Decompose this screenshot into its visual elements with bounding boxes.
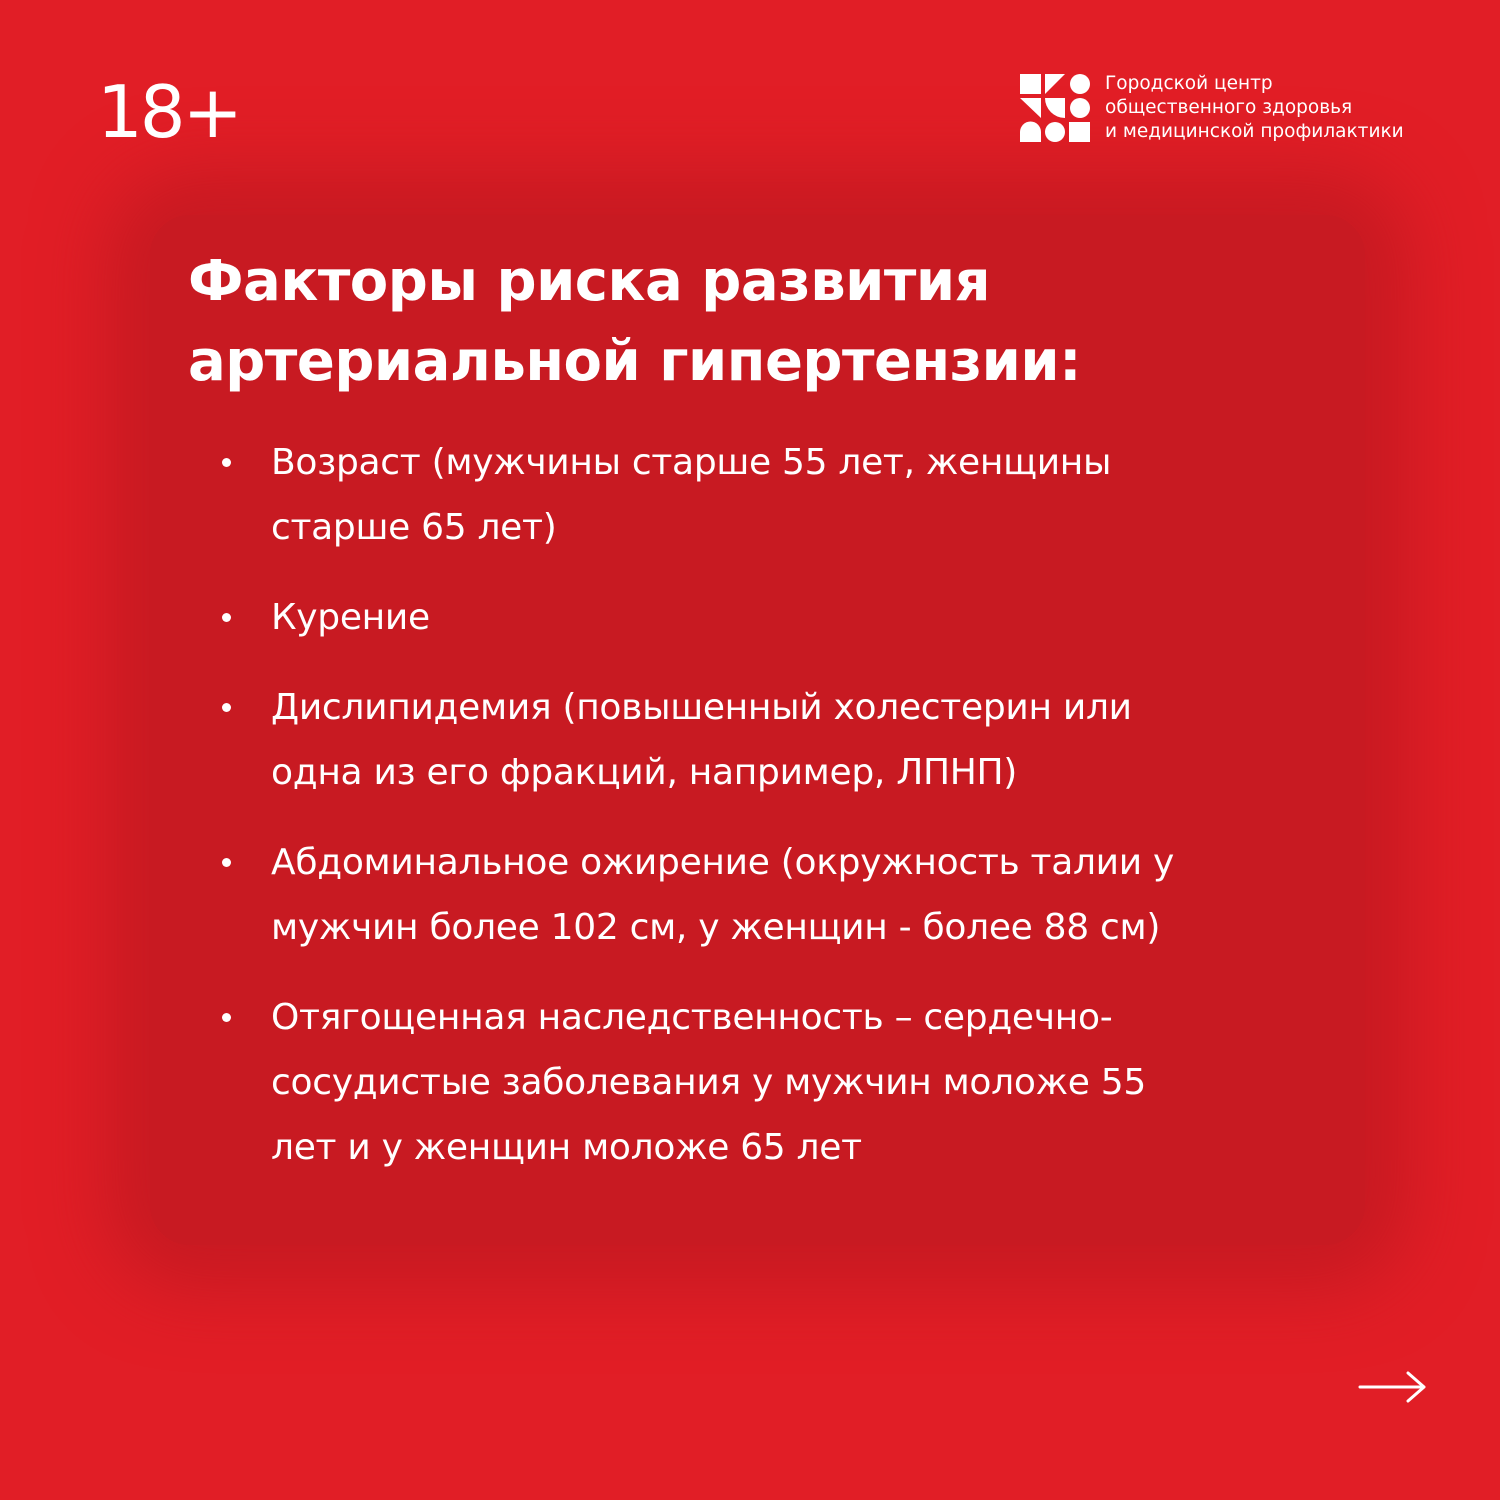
risk-factor-text <box>271 675 1352 805</box>
risk-factor-text <box>271 830 1352 960</box>
risk-factor-item-age <box>222 430 1352 560</box>
risk-factor-line: Отягощенная наследственность – сердечно- <box>271 997 1113 1038</box>
risk-factor-line: сосудистые заболевания у мужчин моложе 55 <box>271 1062 1146 1103</box>
arrow-right-icon[interactable] <box>1358 1370 1428 1404</box>
logo-text <box>1105 72 1440 144</box>
risk-factor-item-heredity <box>222 985 1352 1180</box>
risk-factor-text <box>271 585 1352 650</box>
page-title <box>188 242 1338 402</box>
bullet-icon <box>222 703 231 712</box>
bullet-icon <box>222 613 231 622</box>
age-rating-badge: 18+ <box>97 70 240 154</box>
risk-factor-line: старше 65 лет) <box>271 507 557 548</box>
risk-factor-list <box>222 430 1352 1205</box>
title-line: артериальной гипертензии: <box>188 329 1082 394</box>
logo-mark-icon <box>1020 74 1092 144</box>
risk-factor-text <box>271 430 1352 560</box>
risk-factor-line: мужчин более 102 см, у женщин - более 88 см) <box>271 907 1161 948</box>
risk-factor-line: Абдоминальное ожирение (окружность талии у <box>271 842 1175 883</box>
title-line: Факторы риска развития <box>188 249 991 314</box>
risk-factor-text <box>271 985 1352 1180</box>
bullet-icon <box>222 458 231 467</box>
risk-factor-line: лет и у женщин моложе 65 лет <box>271 1127 862 1168</box>
bullet-icon <box>222 858 231 867</box>
risk-factor-item-obesity <box>222 830 1352 960</box>
risk-factor-item-smoking <box>222 585 1352 650</box>
risk-factor-item-dyslipidemia <box>222 675 1352 805</box>
bullet-icon <box>222 1013 231 1022</box>
logo-text-line: и медицинской профилактики <box>1105 121 1404 142</box>
risk-factor-line: одна из его фракций, например, ЛПНП) <box>271 752 1018 793</box>
risk-factor-line: Возраст (мужчины старше 55 лет, женщины <box>271 442 1112 483</box>
logo-text-line: Городской центр <box>1105 73 1273 94</box>
logo-text-line: общественного здоровья <box>1105 97 1353 118</box>
risk-factor-line: Дислипидемия (повышенный холестерин или <box>271 687 1132 728</box>
organization-logo <box>1020 72 1440 147</box>
risk-factor-line: Курение <box>271 597 430 638</box>
